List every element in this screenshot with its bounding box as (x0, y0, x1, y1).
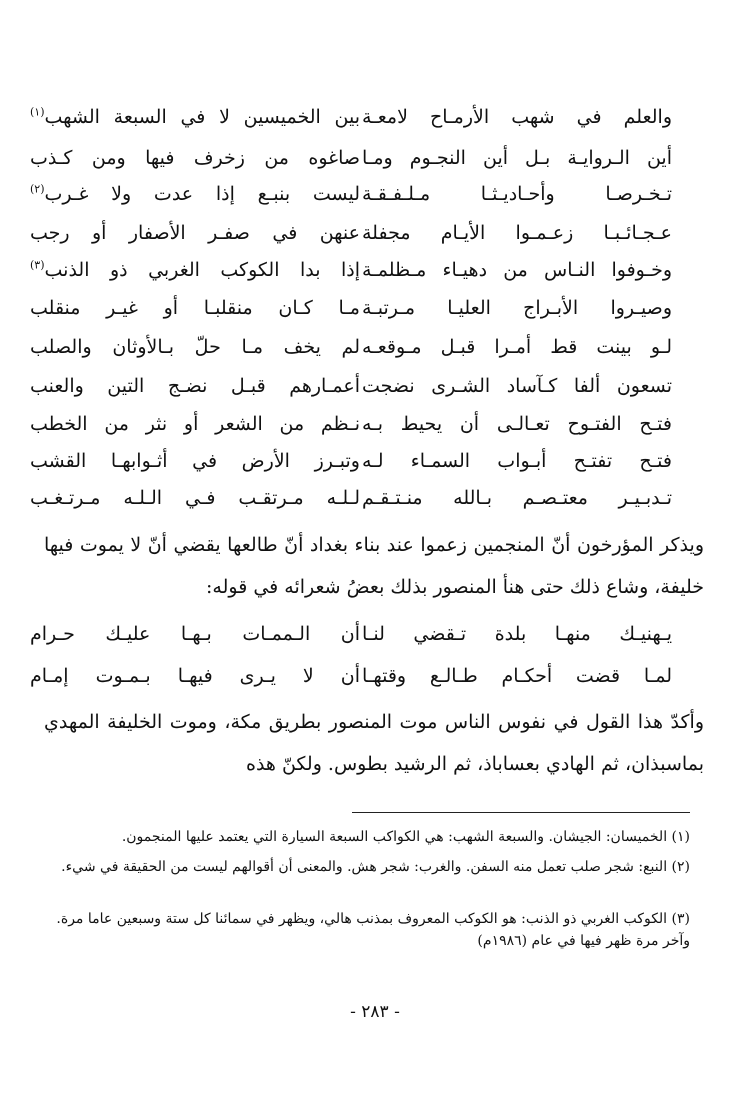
verse-left-hemistich (30, 330, 360, 364)
poem-verse (0, 444, 750, 478)
verse-left-hemistich (30, 481, 360, 515)
footnote-ref: (٢) (30, 182, 45, 196)
poem-verse (0, 141, 750, 175)
verse-right-hemistich: تـخـرصـا وأحـاديـثـا مـلـفـقـة (362, 183, 672, 205)
verse-left-hemistich (30, 141, 360, 175)
poem-verse (0, 617, 750, 651)
verse-right-hemistich: أين الـروايـة بـل أين النجـوم ومـا (362, 147, 672, 169)
verse-right-hemistich: تسعون ألفا كـآساد الشـرى نضجت (362, 375, 672, 397)
verse-right-hemistich: عـجـائـبـا زعـمـوا الأيـام مجفلة (362, 222, 672, 244)
verse-left-text: لـلـه مـرتقـب فـي الـلـه مـرتـغـب (30, 487, 360, 509)
poem-verse (0, 291, 750, 325)
verse-left-hemistich (30, 177, 360, 211)
verse-left-hemistich (30, 253, 360, 287)
verse-left-text: أعمـارهم قبـل نضـج التين والعنب (30, 375, 360, 397)
poem-verse (0, 177, 750, 211)
verse-left-hemistich (30, 369, 360, 403)
verse-left-text: مـا كـان منقلبـا أو غيـر منقلب (30, 297, 360, 319)
verse-left-text: نـظم من الشعر أو نثر من الخطب (30, 413, 360, 435)
verse-left-text: عنهن في صفـر الأصفار أو رجب (30, 222, 360, 244)
body-paragraph: ويذكر المؤرخون أنّ المنجمين زعموا عند بناء بغداد أنّ طالعها يقضي أنّ لا يموت فيها خليفة، وشاع ذلك حتى هنأ المنصور بذلك بعضُ شعرائه في قوله: (44, 534, 704, 598)
verse-right-hemistich: والعلم في شهب الأرمـاح لامعـة (362, 106, 672, 128)
verse-left-text: ليست بنبـع إذا عدت ولا غـرب (44, 183, 360, 205)
poem-verse (0, 100, 750, 134)
verse-right-hemistich: تـدبـيـر معتـصـم بـالله منـتـقـم (362, 487, 672, 509)
footnote: (٣) الكوكب الغربي ذو الذنب: هو الكوكب المعروف بمذنب هالي، ويظهر في سمائنا كل ستة وسبعين عاما مرة. وآخر مرة ظهر فيها في عام (١٩٨٦م) (56, 911, 690, 949)
footnote-ref: (١) (30, 105, 45, 119)
verse-left-hemistich (30, 444, 360, 478)
footnote-separator (352, 812, 690, 813)
verse-left-hemistich (30, 407, 360, 441)
poem-verse (0, 253, 750, 287)
poem-verse (0, 659, 750, 693)
poem-verse (0, 369, 750, 403)
verse-right-hemistich: فتـح الفتـوح تعـالـى أن يحيط بـه (362, 413, 672, 435)
footnote-ref: (٣) (30, 258, 45, 272)
verse-right-hemistich: لـو بينت قط أمـرا قبـل مـوقعـه (362, 336, 672, 358)
poem-verse (0, 330, 750, 364)
verse-left-text: بين الخميسين لا في السبعة الشهب (44, 106, 360, 128)
verse-left-text: إذا بدا الكوكب الغربي ذو الذنب (44, 259, 360, 281)
verse-left-text: صاغوه من زخرف فيها ومن كـذب (30, 147, 360, 169)
verse-left-text: لم يخف مـا حلّ بـالأوثان والصلب (30, 336, 360, 358)
poem-verse (0, 407, 750, 441)
body-paragraph: وأكدّ هذا القول في نفوس الناس موت المنصور بطريق مكة، وموت الخليفة المهدي بماسبذان، ثم الهادي بعساباذ، ثم الرشيد بطوس. ولكنّ هذه (44, 711, 704, 775)
verse-left-hemistich (30, 216, 360, 250)
footnote: (١) الخميسان: الجيشان. والسبعة الشهب: هي الكواكب السبعة السيارة التي يعتمد عليها المنجمون. (121, 829, 690, 845)
verse-right-hemistich: لمـا قضت أحكـام طـالـع وقتهـا (362, 665, 672, 687)
verse-left-text: وتبـرز الأرض في أثـوابهـا القشب (30, 450, 360, 472)
verse-left-hemistich: أن الـممـات بـهـا عليـك حـرام (30, 623, 360, 645)
poem-verse (0, 216, 750, 250)
verse-left-hemistich (30, 291, 360, 325)
verse-right-hemistich: فتـح تفتـح أبـواب السمـاء لـه (362, 450, 672, 472)
poem-verse (0, 481, 750, 515)
verse-right-hemistich: وخـوفوا النـاس من دهيـاء مـظلمـة (362, 259, 672, 281)
verse-right-hemistich: يـهنيـك منهـا بلدة تـقضي لنـا (362, 623, 672, 645)
verse-left-hemistich: أن لا يـرى فيهـا بـمـوت إمـام (30, 665, 360, 687)
page-number: - ٢٨٣ - (350, 1002, 400, 1022)
verse-left-hemistich (30, 100, 360, 134)
footnote: (٢) النبع: شجر صلب تعمل منه السفن. والغرب: شجر هش. والمعنى أن أقوالهم ليست من الحقيقة في شيء. (61, 859, 690, 875)
verse-right-hemistich: وصيـروا الأبـراج العليـا مـرتبـة (362, 297, 672, 319)
